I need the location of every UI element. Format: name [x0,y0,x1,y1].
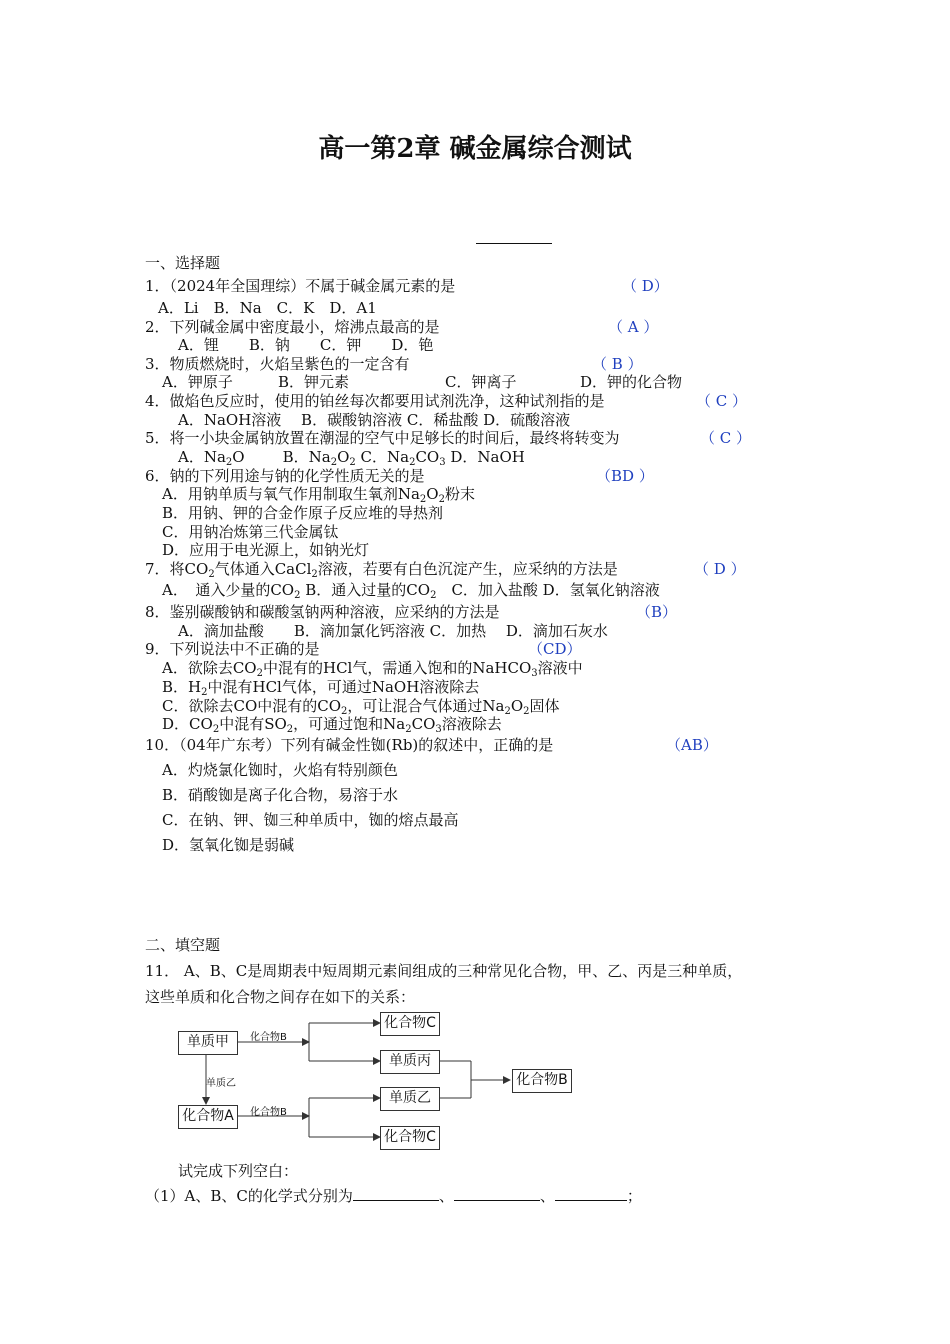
q6-option-c: C．用钠冶炼第三代金属钛 [162,523,339,541]
q10-answer: （AB） [666,736,718,754]
q9-option-d: D．$CO_2$中混有$SO_2$，可通过饱和$Na_2CO_3$溶液除去 [162,715,502,735]
q9-answer: （CD） [528,640,582,658]
q1-answer: （ D） [622,277,669,295]
q10-option-a: A．灼烧氯化铷时，火焰有特别颜色 [162,761,398,779]
q9-option-b: B．$H_2$中混有HCl气体，可通过NaOH溶液除去 [162,678,480,698]
node-danzhi-bing: 单质丙 [380,1050,440,1074]
node-huahewu-c-top: 化合物C [380,1012,440,1036]
node-huahewu-b: 化合物B [512,1069,572,1093]
q1-stem: 1．（2024年全国理综）不属于碱金属元素的是 [145,277,456,295]
q11-instruction: 试完成下列空白： [178,1162,299,1180]
q2-answer: （ A ） [608,318,659,336]
q7-answer: （ D ） [694,560,746,578]
q4-options: A．NaOH溶液 B．碳酸钠溶液 C．稀盐酸 D．硫酸溶液 [178,411,571,429]
q8-stem: 8．鉴别碳酸钠和碳酸氢钠两种溶液，应采纳的方法是 [145,603,500,621]
q9-stem: 9．下列说法中不正确的是 [145,640,320,658]
section-heading-fill: 二、填空题 [145,936,221,954]
q9-option-c: C．欲除去CO中混有的$CO_2$，可让混合气体通过$Na_2O_2$固体 [162,697,560,717]
q6-option-a: A．用钠单质与氧气作用制取生氧剂$Na_2O_2$粉末 [162,485,475,505]
q10-option-c: C．在钠、钾、铷三种单质中，铷的熔点最高 [162,811,459,829]
q7-stem: 7．将$CO_2$气体通入CaCl$_2$溶液，若要有白色沉淀产生，应采纳的方法是 [145,560,618,580]
q10-option-b: B．硝酸铷是离子化合物，易溶于水 [162,786,399,804]
node-danzhi-yi: 单质乙 [380,1087,440,1111]
node-huahewu-c-bottom: 化合物C [380,1126,440,1150]
q11-sub1: （1）A、B、C的化学式分别为 、 、 ； [145,1187,642,1205]
q5-options: A．$Na_2O$ B．$Na_2O_2$ C．$Na_2CO_3$ D．NaOH [178,448,525,468]
blank-a[interactable] [353,1186,439,1201]
q3-option-d: D．钾的化合物 [580,373,683,391]
q8-options: A．滴加盐酸 B．滴加氯化钙溶液 C．加热 D．滴加石灰水 [178,622,608,640]
q11-line1: 11． A、B、C是周期表中短周期元素间组成的三种常见化合物，甲、乙、丙是三种单质， [145,962,743,980]
edge-label-bottom: 化合物B [250,1107,287,1118]
q10-stem: 10．（04年广东考）下列有碱金性铷(Rb)的叙述中，正确的是 [145,736,554,754]
q3-stem: 3．物质燃烧时，火焰呈紫色的一定含有 [145,355,410,373]
q6-option-d: D．应用于电光源上，如钠光灯 [162,541,370,559]
q4-stem: 4．做焰色反应时，使用的铂丝每次都要用试剂洗净，这种试剂指的是 [145,392,605,410]
page-title: 高一第2章 碱金属综合测试 [318,134,632,164]
edge-label-top: 化合物B [250,1032,287,1043]
q6-answer: （BD ） [596,467,654,485]
q1-options: A．Li B．Na C．K D．A1 [158,299,377,317]
q6-option-b: B．用钠、钾的合金作原子反应堆的导热剂 [162,504,444,522]
q6-stem: 6．钠的下列用途与钠的化学性质无关的是 [145,467,425,485]
q5-stem: 5．将一小块金属钠放置在潮湿的空气中足够长的时间后，最终将转变为 [145,429,620,447]
q3-answer: （ B ） [592,355,643,373]
q8-answer: （B） [636,603,678,621]
blank-b[interactable] [454,1186,540,1201]
node-danzhi-jia: 单质甲 [178,1031,238,1055]
q9-option-a: A．欲除去$CO_2$中混有的HCl气，需通入饱和的NaHCO$_3$溶液中 [162,659,583,679]
section-heading-choice: 一、选择题 [145,254,221,272]
q4-answer: （ C ） [696,392,748,410]
q3-option-b: B．钾元素 [278,373,350,391]
q7-options: A． 通入少量的$CO_2$ B．通入过量的$CO_2$ C．加入盐酸 D．氢氧化钠溶液 [162,581,660,601]
node-huahewu-a: 化合物A [178,1105,238,1129]
q11-line2: 这些单质和化合物之间存在如下的关系： [145,988,416,1006]
blank-c[interactable] [555,1186,627,1201]
author-underline [476,243,552,244]
q10-option-d: D．氢氧化铷是弱碱 [162,836,295,854]
q2-options: A．锂 B．钠 C．钾 D．铯 [178,336,434,354]
q2-stem: 2．下列碱金属中密度最小，熔沸点最高的是 [145,318,440,336]
q3-option-c: C．钾离子 [445,373,517,391]
q3-option-a: A．钾原子 [162,373,233,391]
q5-answer: （ C ） [700,429,752,447]
edge-label-left: 单质乙 [206,1078,236,1089]
